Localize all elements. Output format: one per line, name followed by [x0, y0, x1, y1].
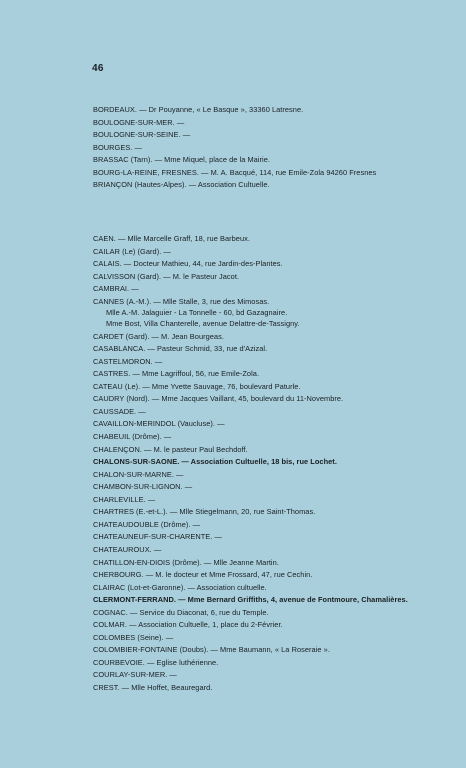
directory-entry: BORDEAUX. — Dr Pouyanne, « Le Basque », 33360 Latresne. — [93, 105, 304, 114]
directory-entry: CAILAR (Le) (Gard). — — [93, 246, 171, 256]
directory-entry: CLAIRAC (Lot-et-Garonne). — Association cultuelle. — [93, 582, 267, 592]
directory-entry: CAUSSADE. — — [93, 406, 146, 416]
directory-entry: CALVISSON (Gard). — M. le Pasteur Jacot. — [93, 271, 240, 281]
directory-entry: CAMBRAI. — — [93, 284, 139, 294]
directory-entry: CLERMONT-FERRAND. — Mme Bernard Griffiths, 4, avenue de Fontmoure, Chamalières. — [93, 595, 408, 605]
directory-entry: COURBEVOIE. — Eglise luthérienne. — [93, 657, 219, 667]
page-number: 46 — [92, 63, 104, 74]
directory-entry: CHATILLON-EN-DIOIS (Drôme). — Mlle Jeanne Martin. — [93, 557, 279, 567]
directory-entry: CAVAILLON-MERINDOL (Vaucluse). — — [93, 419, 225, 429]
directory-entry: CAUDRY (Nord). — Mme Jacques Vaillant, 45, boulevard du 11-Novembre. — [93, 394, 344, 404]
directory-entry: CASABLANCA. — Pasteur Schmid, 33, rue d'Azizal. — [93, 344, 268, 354]
directory-entry: BOULOGNE-SUR-MER. — — [93, 117, 185, 127]
directory-entry: CHALENÇON. — M. le pasteur Paul Bechdoff. — [93, 444, 248, 454]
directory-entry: CHARLEVILLE. — — [93, 494, 156, 504]
directory-entry: CHAMBON-SUR-LIGNON. — — [93, 482, 193, 492]
directory-entry: BRASSAC (Tarn). — Mme Miquel, place de la Mairie. — [93, 155, 271, 165]
directory-entry: BRIANÇON (Hautes-Alpes). — Association Cultuelle. — [93, 180, 270, 190]
directory-entry: CALAIS. — Docteur Mathieu, 44, rue Jardin-des-Plantes. — [93, 259, 283, 269]
directory-entry: COGNAC. — Service du Diaconat, 6, rue du Temple. — [93, 607, 269, 617]
directory-entry: CHALON-SUR-MARNE. — — [93, 469, 184, 479]
directory-entry: CHABEUIL (Drôme). — — [93, 432, 172, 442]
directory-entry: CREST. — Mlle Hoffet, Beauregard. — [93, 682, 213, 692]
directory-section-b — [93, 104, 443, 192]
directory-entry: COLOMBES (Seine). — — [93, 632, 174, 642]
directory-entry: CARDET (Gard). — M. Jean Bourgeas. — [93, 331, 224, 341]
directory-entry: Mme Bost, Villa Chanterelle, avenue Delattre-de-Tassigny. — [106, 319, 300, 329]
directory-entry: CHARTRES (E.-et-L.). — Mlle Stiegelmann, 20, rue Saint-Thomas. — [93, 507, 316, 517]
directory-entry: CHALONS-SUR-SAONE. — Association Cultuelle, 18 bis, rue Lochet. — [93, 457, 337, 467]
directory-section-c — [93, 233, 443, 695]
directory-entry: COLMAR. — Association Cultuelle, 1, place du 2-Février. — [93, 620, 283, 630]
directory-entry: CANNES (A.-M.). — Mlle Stalle, 3, rue des Mimosas. — [93, 296, 270, 306]
directory-entry: CASTRES. — Mme Lagriffoul, 56, rue Emile-Zola. — [93, 369, 260, 379]
directory-entry: BOULOGNE-SUR-SEINE. — — [93, 130, 191, 140]
directory-entry: Mlle A.-M. Jalaguier - La Tonnelle - 60, bd Gazagnaire. — [106, 307, 288, 317]
directory-entry: CATEAU (Le). — Mme Yvette Sauvage, 76, boulevard Paturle. — [93, 381, 301, 391]
directory-entry: CASTELMORON. — — [93, 356, 163, 366]
directory-entry: BOURG-LA-REINE, FRESNES. — M. A. Bacqué, 114, rue Emile-Zola 94260 Fresnes — [93, 167, 377, 177]
directory-entry: CAEN. — Mlle Marcelle Graff, 18, rue Barbeux. — [93, 234, 250, 243]
directory-entry: CHATEAUDOUBLE (Drôme). — — [93, 519, 201, 529]
directory-entry: COLOMBIER-FONTAINE (Doubs). — Mme Baumann, « La Roseraie ». — [93, 645, 330, 655]
directory-entry: COURLAY-SUR-MER. — — [93, 670, 177, 680]
directory-entry: BOURGES. — — [93, 142, 142, 152]
directory-entry: CHATEAUNEUF-SUR-CHARENTE. — — [93, 532, 222, 542]
directory-entry: CHATEAUROUX. — — [93, 544, 162, 554]
directory-entry: CHERBOURG. — M. le docteur et Mme Frossard, 47, rue Cechin. — [93, 570, 313, 580]
